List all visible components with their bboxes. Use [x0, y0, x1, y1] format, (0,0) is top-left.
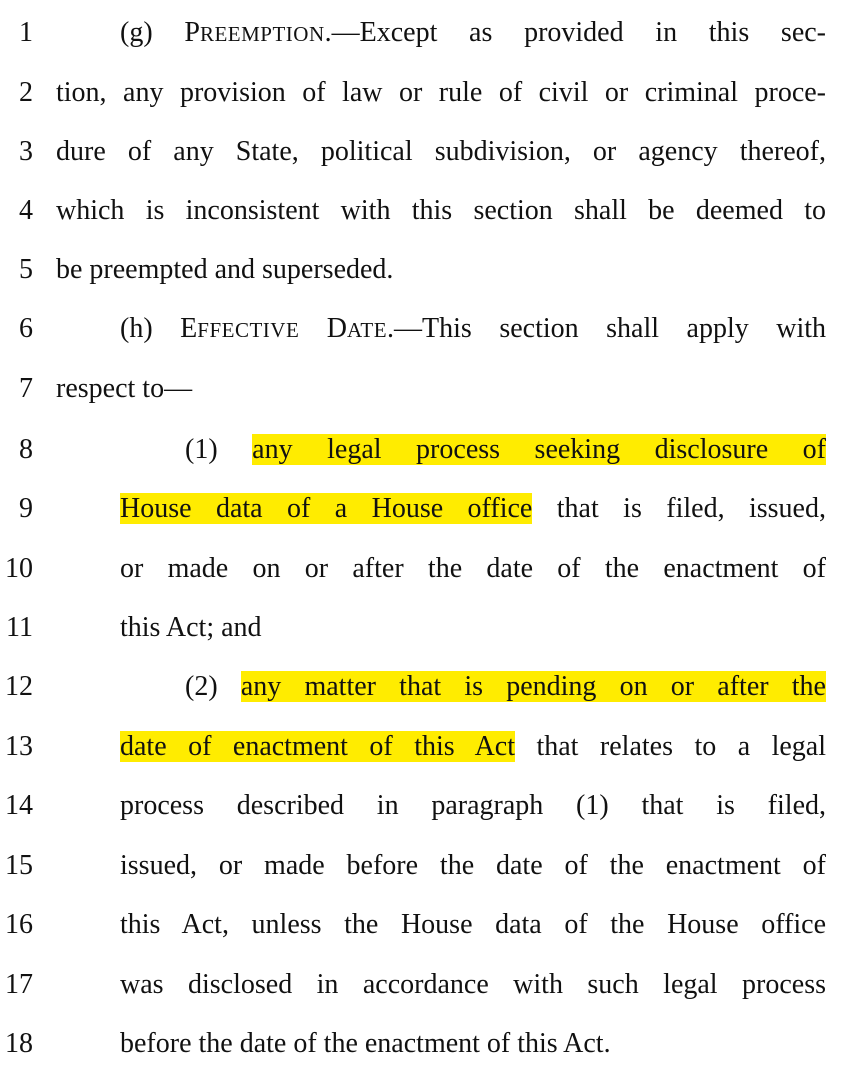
text-run: was disclosed in accordance with such legal process — [120, 969, 826, 1000]
line-number: 16 — [5, 909, 33, 940]
line-text — [56, 191, 826, 231]
document-line — [0, 489, 855, 529]
text-run: which is inconsistent with this section shall be deemed to — [56, 195, 826, 226]
line-number: 1 — [19, 17, 33, 48]
document-line — [0, 1024, 855, 1064]
highlighted-text: any matter that is pending on or after the — [240, 671, 826, 702]
line-number: 9 — [19, 493, 33, 524]
text-run: issued, or made before the date of the enactment of — [120, 850, 826, 881]
document-line — [0, 905, 855, 945]
line-text — [120, 1024, 826, 1064]
document-line — [0, 727, 855, 767]
line-number: 7 — [19, 373, 33, 404]
line-text — [185, 430, 826, 470]
line-text — [120, 727, 826, 767]
small-caps-heading: PREEMPTION — [184, 17, 325, 48]
line-number: 2 — [19, 77, 33, 108]
line-text — [120, 549, 826, 589]
document-line — [0, 430, 855, 470]
line-number: 15 — [5, 850, 33, 881]
text-run: (g) — [120, 17, 185, 48]
line-number: 8 — [19, 434, 33, 465]
text-run: dure of any State, political subdivision, or agency thereof, — [56, 136, 826, 167]
document-line — [0, 309, 855, 349]
document-line — [0, 73, 855, 113]
line-number: 17 — [5, 969, 33, 1000]
line-text — [185, 667, 826, 707]
line-number: 10 — [5, 553, 33, 584]
document-line — [0, 608, 855, 648]
document-line — [0, 786, 855, 826]
text-run: this Act; and — [120, 612, 262, 643]
line-text — [56, 132, 826, 172]
line-number: 6 — [19, 313, 33, 344]
document-line — [0, 846, 855, 886]
line-number: 5 — [19, 254, 33, 285]
document-line — [0, 667, 855, 707]
line-text — [120, 13, 826, 53]
text-run: .—Except as provided in this sec- — [324, 17, 826, 48]
line-text — [120, 905, 826, 945]
text-run: process described in paragraph (1) that is filed, — [120, 790, 826, 821]
line-text — [120, 489, 826, 529]
line-number: 4 — [19, 195, 33, 226]
text-run: that relates to a legal — [515, 731, 826, 762]
text-run: be preempted and superseded. — [56, 254, 394, 285]
line-text — [56, 73, 826, 113]
line-text — [120, 608, 826, 648]
document-line — [0, 965, 855, 1005]
document-line — [0, 250, 855, 290]
line-number: 12 — [5, 671, 33, 702]
document-line — [0, 549, 855, 589]
document-line — [0, 132, 855, 172]
text-run: respect to— — [56, 373, 193, 404]
line-number: 3 — [19, 136, 33, 167]
line-text — [120, 846, 826, 886]
line-number: 14 — [5, 790, 33, 821]
text-run: before the date of the enactment of this Act. — [120, 1028, 611, 1059]
text-run: tion, any provision of law or rule of civil or criminal proce- — [56, 77, 826, 108]
highlighted-text: date of enactment of this Act — [120, 731, 515, 762]
line-text — [56, 250, 826, 290]
document-line — [0, 369, 855, 409]
text-run: that is filed, issued, — [532, 493, 826, 524]
text-run: or made on or after the date of the enactment of — [120, 553, 826, 584]
small-caps-heading: EFFECTIVE DATE — [180, 313, 388, 344]
line-number: 11 — [6, 612, 33, 643]
document-line — [0, 13, 855, 53]
line-text — [56, 369, 826, 409]
text-run: (h) — [120, 313, 181, 344]
text-run: (2) — [185, 671, 241, 702]
line-text — [120, 309, 826, 349]
highlighted-text: House data of a House office — [120, 493, 533, 524]
text-run: this Act, unless the House data of the House office — [120, 909, 826, 940]
highlighted-text: any legal process seeking disclosure of — [252, 434, 826, 465]
text-run: (1) — [185, 434, 253, 465]
line-text — [120, 965, 826, 1005]
line-number: 13 — [5, 731, 33, 762]
line-text — [120, 786, 826, 826]
line-number: 18 — [5, 1028, 33, 1059]
document-line — [0, 191, 855, 231]
text-run: .—This section shall apply with — [387, 313, 826, 344]
